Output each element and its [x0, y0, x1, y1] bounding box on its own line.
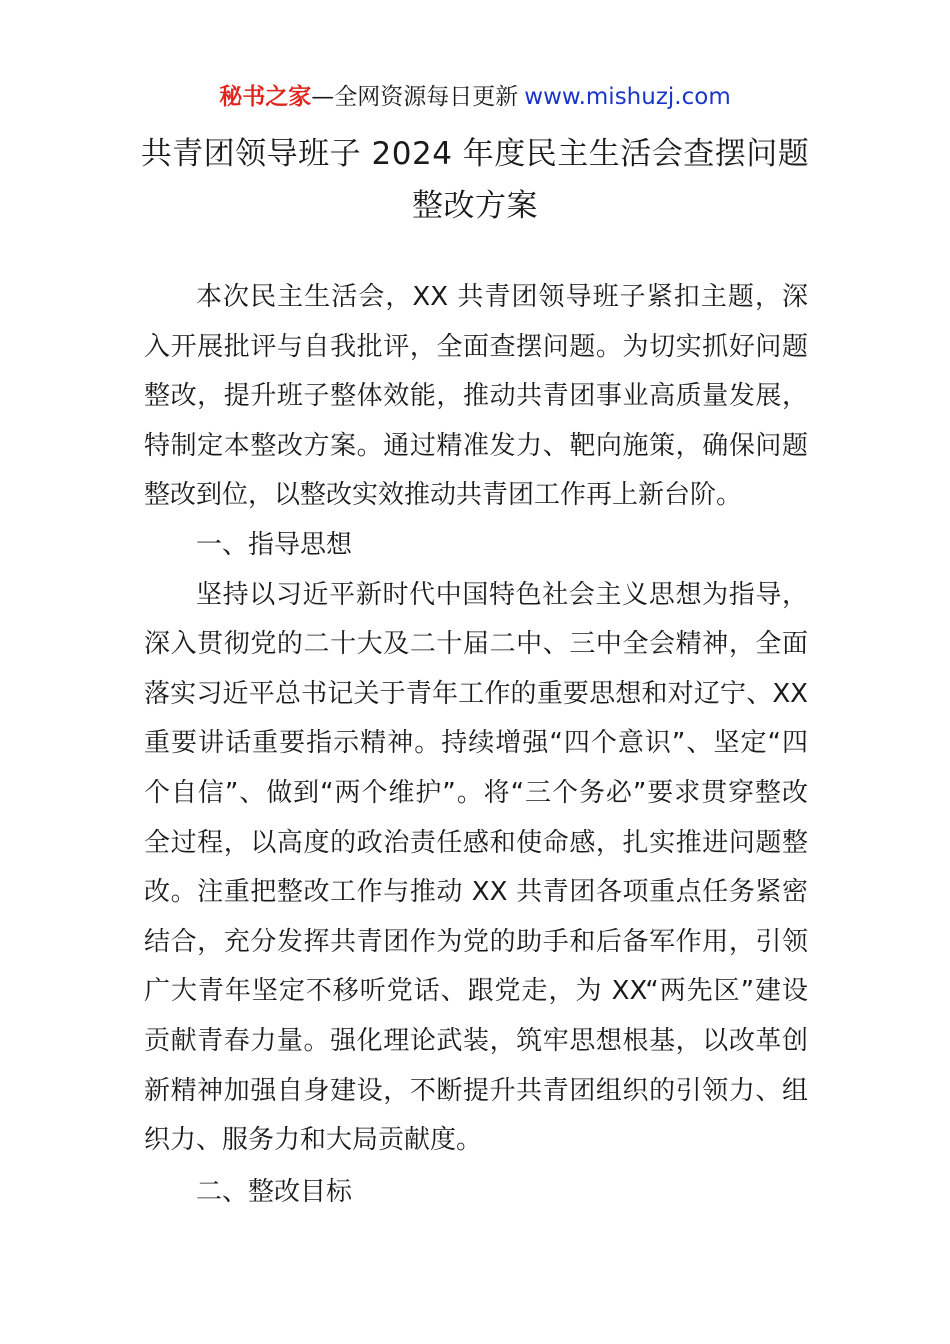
- section-2-heading: 二、整改目标: [196, 1176, 353, 1207]
- document-title: [100, 128, 850, 232]
- site-brand: 秘书之家: [219, 84, 312, 110]
- document-title-line-1: 共青团领导班子 2024 年度民主生活会查摆问题: [140, 136, 810, 172]
- section-1-paragraph: 坚持以习近平新时代中国特色社会主义思想为指导，深入贯彻党的二十大及二十届二中、三中全会精神，全面落实习近平总书记关于青年工作的重要思想和对辽宁、XX 重要讲话重要指示精神。持续增强“四个意识”、坚定“四个自信”、做到“两个维护”。将“三个务必”要求贯穿整改全过程，以高度的政治责任感和使命感，扎实推进问题整改。注重把整改工作与推动 XX 共青团各项重点任务紧密结合，充分发挥共青团作为党的助手和后备军作用，引领广大青年坚定不移听党话、跟党走，为 XX“两先区”建设贡献青春力量。强化理论武装，筑牢思想根基，以改革创新精神加强自身建设，不断提升共青团组织的引领力、组织力、服务力和大局贡献度。: [144, 579, 808, 1156]
- document-body: [144, 273, 808, 1217]
- document-title-line-2: 整改方案: [412, 188, 538, 224]
- site-url-link[interactable]: www.mishuzj.com: [524, 84, 731, 110]
- site-header: [0, 80, 950, 114]
- site-tagline: —全网资源每日更新: [311, 84, 519, 110]
- intro-paragraph: 本次民主生活会，XX 共青团领导班子紧扣主题，深入开展批评与自我批评，全面查摆问题。为切实抓好问题整改，提升班子整体效能，推动共青团事业高质量发展，特制定本整改方案。通过精准发力、靶向施策，确保问题整改到位，以整改实效推动共青团工作再上新台阶。: [144, 282, 808, 511]
- section-1-heading: 一、指导思想: [196, 529, 353, 560]
